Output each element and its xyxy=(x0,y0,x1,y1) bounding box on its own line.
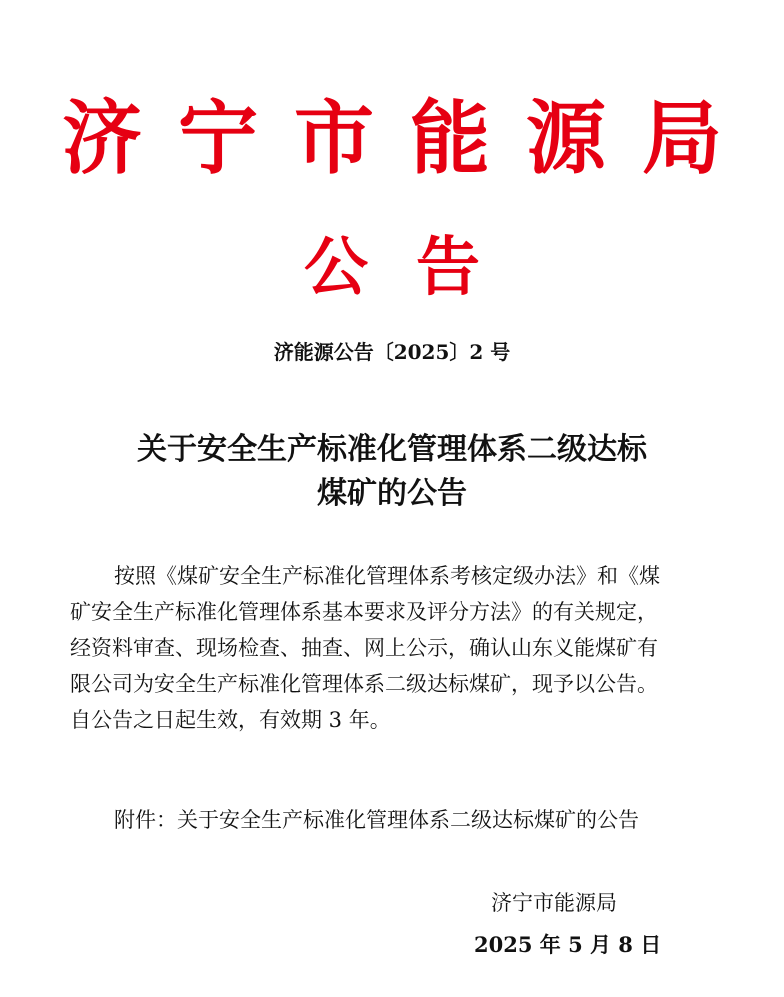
document-type-heading: 公告 xyxy=(304,230,528,305)
title-line-2: 煤矿的公告 xyxy=(317,476,467,511)
issue-date: 2025 年 5 月 8 日 xyxy=(474,932,662,957)
body-line: 按照《煤矿安全生产标准化管理体系考核定级办法》和《煤 xyxy=(114,564,660,588)
title-line-1: 关于安全生产标准化管理体系二级达标 xyxy=(137,432,647,467)
body-line: 矿安全生产标准化管理体系基本要求及评分方法》的有关规定， xyxy=(70,600,658,624)
body-line: 限公司为安全生产标准化管理体系二级达标煤矿，现予以公告。 xyxy=(70,672,658,696)
signature-issuer: 济宁市能源局 xyxy=(491,891,617,915)
body-line: 经资料审查、现场检查、抽查、网上公示，确认山东义能煤矿有 xyxy=(70,636,658,660)
document-title xyxy=(0,428,784,516)
document-number: 济能源公告〔2025〕2 号 xyxy=(273,340,511,364)
issuer-header: 济宁市能源局 xyxy=(62,91,758,185)
attachment-note: 附件：关于安全生产标准化管理体系二级达标煤矿的公告 xyxy=(114,808,639,832)
body-paragraph xyxy=(70,558,716,738)
body-line: 自公告之日起生效，有效期 3 年。 xyxy=(70,708,391,732)
